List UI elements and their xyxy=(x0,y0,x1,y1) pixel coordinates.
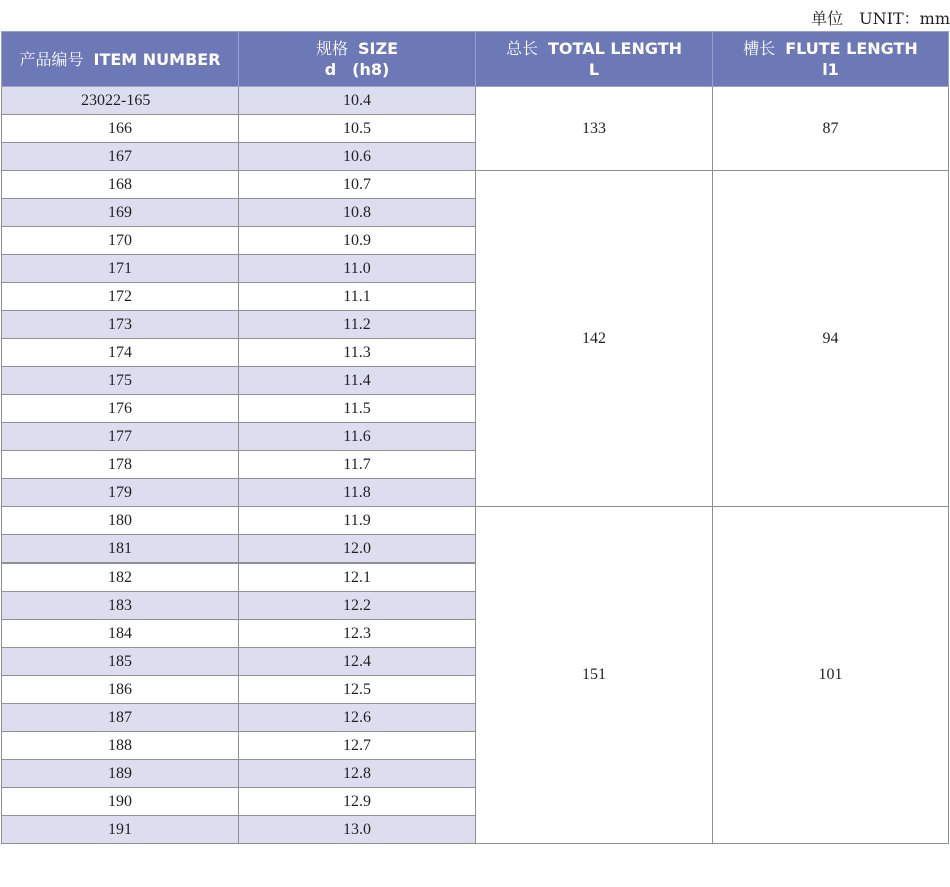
size-cell: 12.4 xyxy=(239,648,476,676)
item-number-cell: 176 xyxy=(2,395,239,423)
item-number-cell: 177 xyxy=(2,423,239,451)
item-number-cell: 172 xyxy=(2,283,239,311)
size-cell: 12.3 xyxy=(239,620,476,648)
item-number-cell: 190 xyxy=(2,788,239,816)
item-number-cell: 174 xyxy=(2,339,239,367)
item-number-cell: 175 xyxy=(2,367,239,395)
size-cell: 11.4 xyxy=(239,367,476,395)
header-flute-zh: 槽长 xyxy=(743,39,776,58)
header-item-en: ITEM NUMBER xyxy=(93,49,221,69)
total-length-cell: 142 xyxy=(476,171,713,507)
spec-table-body xyxy=(2,87,949,844)
item-number-cell: 189 xyxy=(2,760,239,788)
header-total-en: TOTAL LENGTH xyxy=(548,39,683,58)
item-number-cell: 170 xyxy=(2,227,239,255)
item-number-cell: 186 xyxy=(2,676,239,704)
size-cell: 12.2 xyxy=(239,592,476,620)
size-cell: 11.9 xyxy=(239,507,476,535)
size-cell: 12.9 xyxy=(239,788,476,816)
header-total-zh: 总长 xyxy=(505,39,538,58)
size-cell: 12.6 xyxy=(239,704,476,732)
size-cell: 10.7 xyxy=(239,171,476,199)
item-number-cell: 173 xyxy=(2,311,239,339)
item-number-cell: 171 xyxy=(2,255,239,283)
table-row xyxy=(2,171,949,199)
total-length-cell: 133 xyxy=(476,87,713,171)
header-size xyxy=(239,32,476,87)
item-number-cell: 178 xyxy=(2,451,239,479)
flute-length-cell: 101 xyxy=(713,507,949,844)
header-flute-en: FLUTE LENGTH xyxy=(785,39,918,58)
header-flute-length xyxy=(713,32,949,87)
unit-label: 单位 UNIT：mm xyxy=(811,9,950,28)
size-cell: 10.9 xyxy=(239,227,476,255)
size-cell: 10.6 xyxy=(239,143,476,171)
flute-length-cell: 94 xyxy=(713,171,949,507)
header-flute-sub: l1 xyxy=(822,60,839,79)
item-number-cell: 191 xyxy=(2,816,239,844)
item-number-cell: 169 xyxy=(2,199,239,227)
size-cell: 11.2 xyxy=(239,311,476,339)
header-total-length xyxy=(476,32,713,87)
size-cell: 11.3 xyxy=(239,339,476,367)
header-item-zh: 产品编号 xyxy=(19,49,84,69)
size-cell: 10.5 xyxy=(239,115,476,143)
size-cell: 13.0 xyxy=(239,816,476,844)
item-number-cell: 187 xyxy=(2,704,239,732)
spec-table xyxy=(1,31,949,844)
size-cell: 12.5 xyxy=(239,676,476,704)
size-cell: 11.5 xyxy=(239,395,476,423)
item-number-cell: 179 xyxy=(2,479,239,507)
size-cell: 11.7 xyxy=(239,451,476,479)
size-cell: 11.8 xyxy=(239,479,476,507)
item-number-cell: 166 xyxy=(2,115,239,143)
size-cell: 12.1 xyxy=(239,563,476,592)
size-cell: 11.1 xyxy=(239,283,476,311)
header-row xyxy=(2,32,949,87)
item-number-cell: 167 xyxy=(2,143,239,171)
item-number-cell: 168 xyxy=(2,171,239,199)
size-cell: 11.0 xyxy=(239,255,476,283)
item-number-cell: 23022-165 xyxy=(2,87,239,115)
header-size-zh: 规格 xyxy=(315,39,348,58)
header-item-number xyxy=(2,32,239,87)
flute-length-cell: 87 xyxy=(713,87,949,171)
size-cell: 10.4 xyxy=(239,87,476,115)
item-number-cell: 183 xyxy=(2,592,239,620)
item-number-cell: 180 xyxy=(2,507,239,535)
table-row xyxy=(2,87,949,115)
item-number-cell: 184 xyxy=(2,620,239,648)
item-number-cell: 185 xyxy=(2,648,239,676)
total-length-cell: 151 xyxy=(476,507,713,844)
size-cell: 11.6 xyxy=(239,423,476,451)
size-cell: 10.8 xyxy=(239,199,476,227)
header-total-sub: L xyxy=(588,60,600,79)
header-size-en: SIZE xyxy=(358,39,399,58)
item-number-cell: 181 xyxy=(2,535,239,564)
size-cell: 12.0 xyxy=(239,535,476,564)
size-cell: 12.8 xyxy=(239,760,476,788)
item-number-cell: 182 xyxy=(2,563,239,592)
item-number-cell: 188 xyxy=(2,732,239,760)
table-row xyxy=(2,507,949,535)
header-size-sub: d (h8) xyxy=(324,60,390,79)
size-cell: 12.7 xyxy=(239,732,476,760)
